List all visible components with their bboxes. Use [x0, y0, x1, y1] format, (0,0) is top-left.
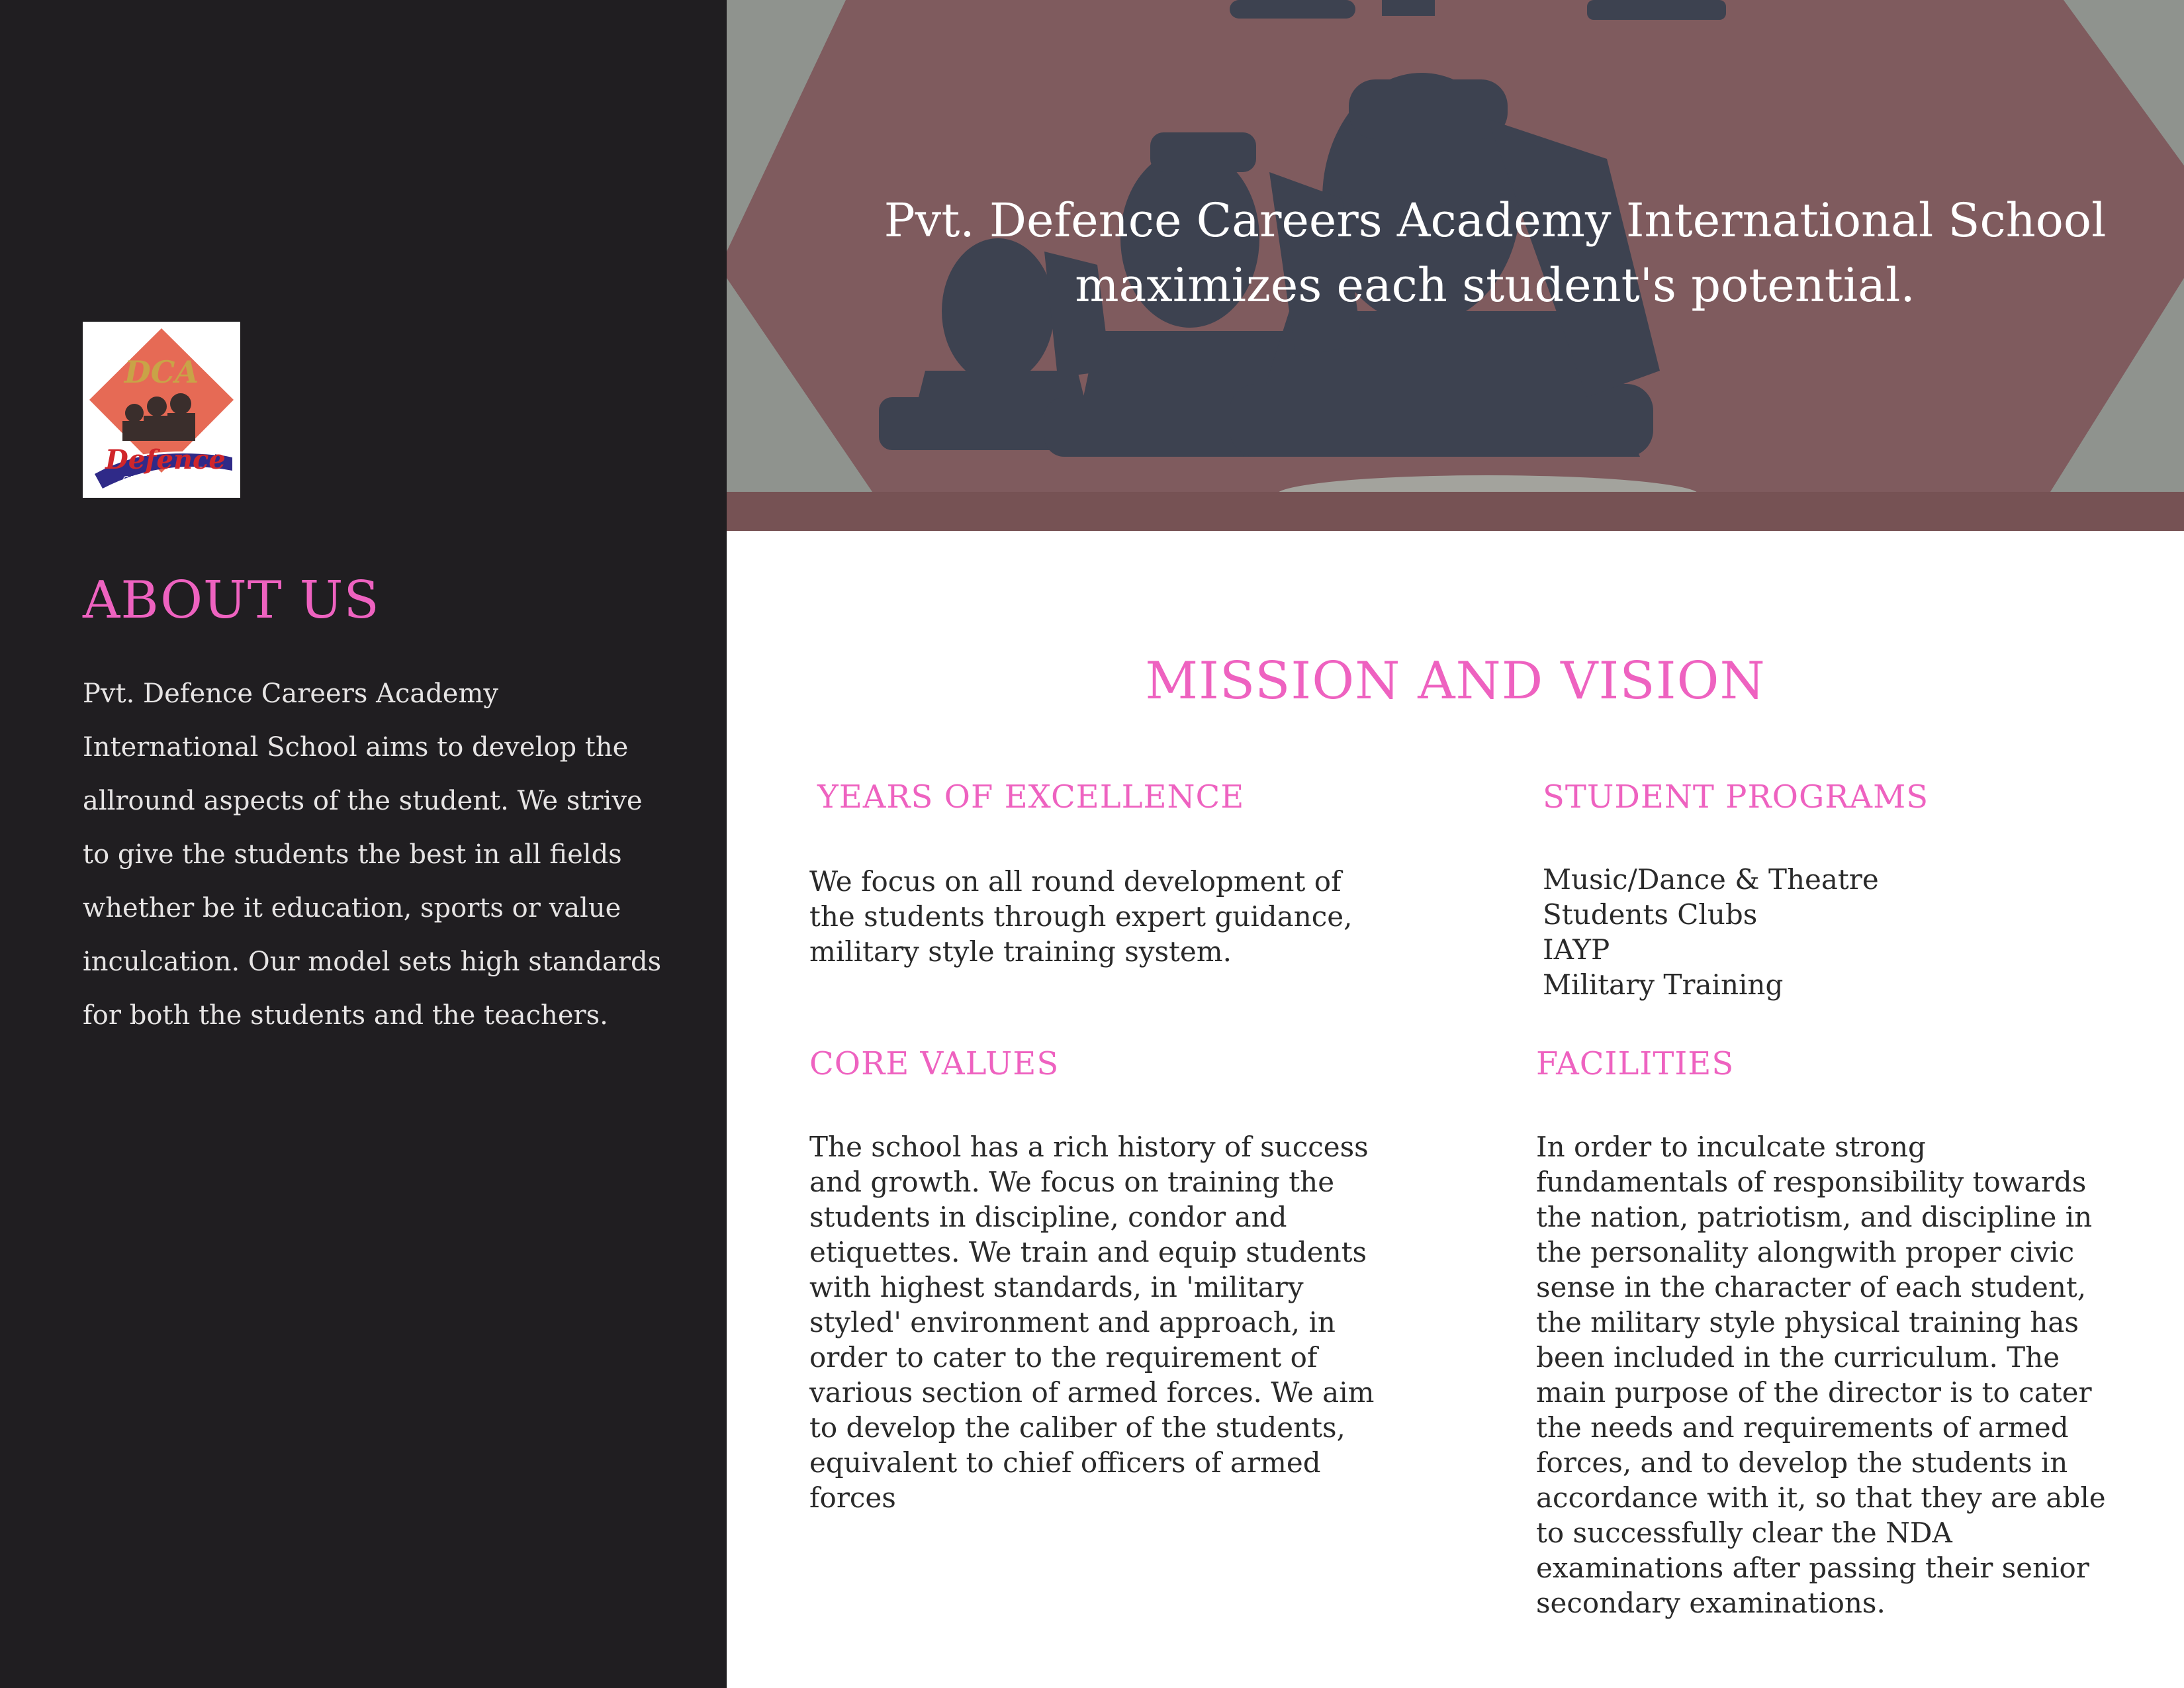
years-heading: YEARS OF EXCELLENCE — [817, 778, 1245, 816]
hero-headline — [766, 188, 2184, 318]
programs-list — [1543, 862, 2112, 1002]
about-body: Pvt. Defence Careers Academy International School aims to develop the allround aspects of the student. We strive to give the students the best in all fields whether be it education, sports or value inculcation. Our model sets high standards for both the students and the teachers. — [83, 679, 662, 1031]
logo-monogram: DCA — [124, 354, 199, 390]
logo-emblem — [83, 322, 240, 498]
hero-banner — [727, 0, 2184, 531]
program-item: Military Training — [1543, 968, 1784, 1001]
school-logo — [83, 322, 240, 498]
mission-heading: MISSION AND VISION — [1145, 651, 1766, 711]
core-values-body: The school has a rich history of success and growth. We focus on training the students in discipline, condor and etiquettes. We train and equip students with highest standards, in 'military styled' environment and approach, in order to cater to the requirement of various section of armed forces. We aim to develop the caliber of the students, equivalent to chief officers of armed forces — [809, 1131, 1375, 1514]
logo-tagline: CAREERS ACADEMY — [122, 475, 208, 485]
programs-heading: STUDENT PROGRAMS — [1543, 778, 1929, 816]
about-sidebar — [0, 0, 727, 1688]
core-values-heading: CORE VALUES — [809, 1045, 1060, 1082]
program-item: Music/Dance & Theatre — [1543, 863, 1879, 896]
program-item: Students Clubs — [1543, 898, 1758, 931]
facilities-body: In order to inculcate strong fundamentals of responsibility towards the nation, patriotism, and discipline in the personality alongwith proper civic sense in the character of each student, the military style physical training has been included in the curriculum. The main purpose of the director is to cater the needs and requirements of armed forces, and to develop the students in accordance with it, so that they are able to successfully clear the NDA examinations after passing their senior secondary examinations. — [1536, 1131, 2106, 1619]
program-item: IAYP — [1543, 933, 1610, 966]
logo-wordmark: Defence — [105, 444, 226, 475]
facilities-heading: FACILITIES — [1536, 1045, 1735, 1082]
hero-headline-line2: maximizes each student's potential. — [1075, 258, 1915, 312]
hero-headline-line1: Pvt. Defence Careers Academy International School — [884, 193, 2107, 248]
about-heading: ABOUT US — [83, 571, 380, 630]
years-body: We focus on all round development of the students through expert guidance, military style training system. — [809, 865, 1353, 968]
hero-divider-strip — [727, 492, 2184, 531]
